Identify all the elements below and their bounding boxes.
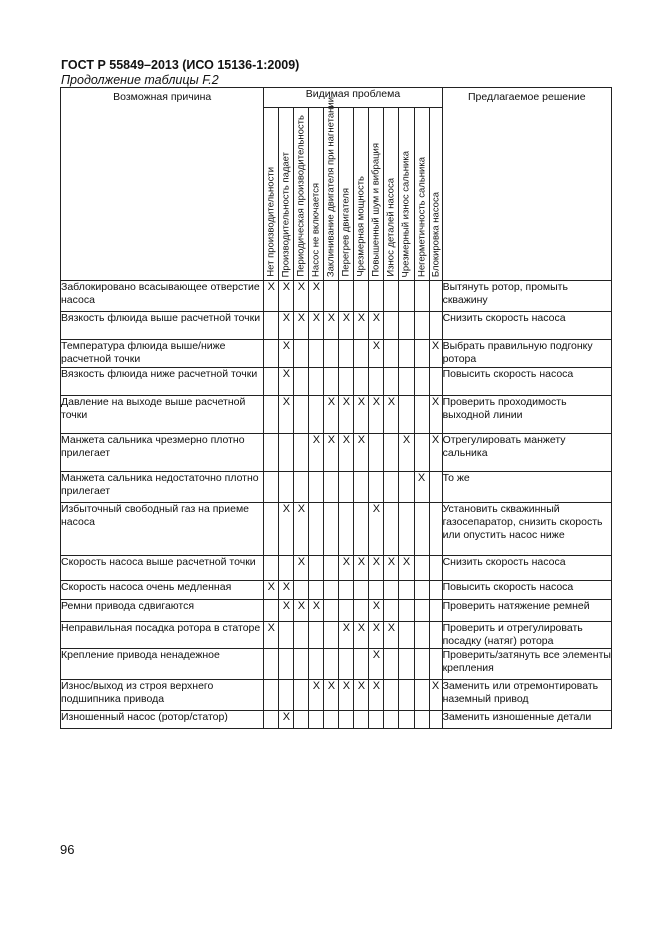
problem-mark-cell: [399, 581, 414, 600]
problem-mark-cell: X: [399, 556, 414, 581]
problem-mark-cell: X: [369, 600, 384, 622]
problem-mark-cell: X: [309, 680, 324, 711]
problem-mark-cell: X: [309, 434, 324, 472]
problem-mark-cell: X: [324, 312, 339, 340]
problem-mark-cell: X: [279, 581, 294, 600]
cause-cell: Износ/выход из строя верхнего подшипника привода: [61, 680, 264, 711]
solution-cell: Проверить/затянуть все элементы крепления: [442, 649, 611, 680]
problem-mark-cell: X: [294, 503, 309, 556]
problem-mark-cell: X: [324, 396, 339, 434]
solution-cell: Проверить и отрегулировать посадку (натяг) ротора: [442, 622, 611, 649]
problem-mark-cell: [324, 649, 339, 680]
problem-mark-cell: X: [384, 396, 399, 434]
problem-mark-cell: [339, 503, 354, 556]
table-row: [61, 281, 612, 312]
problem-mark-cell: [309, 622, 324, 649]
problem-mark-cell: [369, 434, 384, 472]
problem-mark-cell: X: [324, 434, 339, 472]
problem-mark-cell: [399, 472, 414, 503]
problem-mark-cell: [384, 711, 399, 729]
problem-header: [264, 108, 279, 281]
problem-mark-cell: X: [354, 556, 369, 581]
problem-header-label: Нет производительности: [265, 167, 277, 277]
header-solution: Предлагаемое решение: [442, 88, 611, 281]
table-continuation-caption: Продолжение таблицы F.2: [61, 73, 219, 87]
problem-mark-cell: [339, 600, 354, 622]
problem-mark-cell: X: [339, 556, 354, 581]
problem-mark-cell: [294, 472, 309, 503]
problem-header: [354, 108, 369, 281]
problem-mark-cell: X: [399, 434, 414, 472]
solution-cell: Повысить скорость насоса: [442, 368, 611, 396]
problem-mark-cell: [414, 503, 429, 556]
problem-mark-cell: [429, 711, 442, 729]
problem-mark-cell: X: [294, 281, 309, 312]
problem-mark-cell: [429, 622, 442, 649]
problem-mark-cell: X: [429, 434, 442, 472]
problem-mark-cell: [324, 472, 339, 503]
problem-mark-cell: [339, 711, 354, 729]
problem-mark-cell: [309, 503, 324, 556]
problem-mark-cell: [324, 711, 339, 729]
problem-mark-cell: [264, 600, 279, 622]
problem-mark-cell: X: [264, 622, 279, 649]
problem-mark-cell: X: [279, 711, 294, 729]
problem-mark-cell: [429, 600, 442, 622]
problem-mark-cell: [279, 680, 294, 711]
problem-header-label: Чрезмерный износ сальника: [400, 150, 412, 277]
problem-mark-cell: X: [384, 622, 399, 649]
cause-cell: Давление на выходе выше расчетной точки: [61, 396, 264, 434]
problem-mark-cell: [309, 472, 324, 503]
problem-mark-cell: X: [279, 396, 294, 434]
problem-header-label: Производительность падает: [280, 151, 292, 277]
problem-mark-cell: X: [279, 312, 294, 340]
cause-cell: Ремни привода сдвигаются: [61, 600, 264, 622]
problem-mark-cell: [399, 340, 414, 368]
problem-mark-cell: [354, 340, 369, 368]
problem-mark-cell: [294, 649, 309, 680]
solution-cell: Повысить скорость насоса: [442, 581, 611, 600]
problem-mark-cell: [429, 581, 442, 600]
problem-mark-cell: [324, 281, 339, 312]
problem-mark-cell: [429, 503, 442, 556]
problem-mark-cell: [264, 503, 279, 556]
problem-mark-cell: [309, 649, 324, 680]
problem-header: [429, 108, 442, 281]
problem-mark-cell: X: [294, 600, 309, 622]
problem-mark-cell: [414, 340, 429, 368]
problem-header: [399, 108, 414, 281]
problem-mark-cell: [264, 312, 279, 340]
problem-mark-cell: [294, 396, 309, 434]
problem-mark-cell: [384, 503, 399, 556]
problem-mark-cell: [369, 711, 384, 729]
problem-mark-cell: X: [264, 281, 279, 312]
problem-mark-cell: [354, 281, 369, 312]
problem-mark-cell: [324, 503, 339, 556]
problem-mark-cell: [324, 340, 339, 368]
table-row: [61, 711, 612, 729]
table-row: [61, 556, 612, 581]
problem-mark-cell: X: [309, 312, 324, 340]
problem-header: [414, 108, 429, 281]
problem-mark-cell: [384, 281, 399, 312]
problem-mark-cell: [384, 340, 399, 368]
problem-mark-cell: X: [294, 556, 309, 581]
problem-mark-cell: X: [294, 312, 309, 340]
problem-header-label: Насос не включается: [310, 183, 322, 277]
problem-mark-cell: [369, 368, 384, 396]
solution-cell: Проверить натяжение ремней: [442, 600, 611, 622]
problem-mark-cell: [399, 312, 414, 340]
problem-mark-cell: [309, 368, 324, 396]
table-row: [61, 600, 612, 622]
problem-mark-cell: [264, 434, 279, 472]
problem-mark-cell: [354, 472, 369, 503]
problem-header: [294, 108, 309, 281]
solution-cell: Снизить скорость насоса: [442, 556, 611, 581]
problem-mark-cell: [264, 680, 279, 711]
problem-mark-cell: [309, 396, 324, 434]
problem-header: [324, 96, 339, 281]
problem-mark-cell: X: [339, 680, 354, 711]
problem-mark-cell: [354, 581, 369, 600]
cause-cell: Изношенный насос (ротор/статор): [61, 711, 264, 729]
cause-cell: Вязкость флюида ниже расчетной точки: [61, 368, 264, 396]
problem-mark-cell: X: [324, 680, 339, 711]
problem-mark-cell: [264, 396, 279, 434]
problem-mark-cell: [414, 680, 429, 711]
problem-mark-cell: X: [369, 396, 384, 434]
table-row: [61, 649, 612, 680]
header-cause: Возможная причина: [61, 88, 264, 281]
problem-mark-cell: [339, 472, 354, 503]
cause-cell: Температура флюида выше/ниже расчетной точки: [61, 340, 264, 368]
problem-mark-cell: [309, 556, 324, 581]
problem-mark-cell: [399, 622, 414, 649]
table-row: [61, 368, 612, 396]
problem-mark-cell: [264, 649, 279, 680]
table-row: [61, 581, 612, 600]
problem-mark-cell: [279, 622, 294, 649]
problem-mark-cell: [339, 581, 354, 600]
problem-mark-cell: [414, 711, 429, 729]
problem-header-label: Чрезмерная мощность: [355, 176, 367, 277]
problem-mark-cell: [414, 396, 429, 434]
problem-mark-cell: [384, 581, 399, 600]
problem-mark-cell: X: [429, 340, 442, 368]
problem-mark-cell: [414, 312, 429, 340]
cause-cell: Манжета сальника недостаточно плотно прилегает: [61, 472, 264, 503]
table-row: [61, 622, 612, 649]
problem-mark-cell: [354, 711, 369, 729]
cause-cell: Заблокировано всасывающее отверстие насоса: [61, 281, 264, 312]
cause-cell: Крепление привода ненадежное: [61, 649, 264, 680]
cause-cell: Скорость насоса выше расчетной точки: [61, 556, 264, 581]
problem-mark-cell: [309, 711, 324, 729]
problem-mark-cell: [309, 581, 324, 600]
problem-mark-cell: [429, 556, 442, 581]
document-title: ГОСТ Р 55849–2013 (ИСО 15136-1:2009): [61, 58, 300, 72]
problem-mark-cell: [399, 503, 414, 556]
problem-mark-cell: [369, 281, 384, 312]
problem-mark-cell: X: [279, 368, 294, 396]
problem-header-label: Негерметичность сальника: [416, 156, 427, 277]
problem-mark-cell: [369, 581, 384, 600]
problem-mark-cell: [384, 649, 399, 680]
problem-mark-cell: X: [354, 680, 369, 711]
problem-mark-cell: [294, 581, 309, 600]
problem-mark-cell: X: [429, 396, 442, 434]
problem-mark-cell: [264, 556, 279, 581]
solution-cell: Заменить или отремонтировать наземный привод: [442, 680, 611, 711]
solution-cell: Проверить проходимость выходной линии: [442, 396, 611, 434]
problem-mark-cell: [354, 503, 369, 556]
problem-header-label: Заклинивание двигателя при нагнетании: [325, 96, 337, 277]
problem-mark-cell: [399, 368, 414, 396]
problem-mark-cell: X: [369, 503, 384, 556]
problem-mark-cell: [384, 600, 399, 622]
problem-mark-cell: [324, 622, 339, 649]
problem-mark-cell: [264, 368, 279, 396]
problem-mark-cell: X: [369, 340, 384, 368]
problem-mark-cell: [429, 312, 442, 340]
problem-mark-cell: [354, 368, 369, 396]
problem-mark-cell: [384, 680, 399, 711]
problem-header-label: Перегрев двигателя: [340, 188, 352, 277]
problem-mark-cell: [324, 600, 339, 622]
table-row: [61, 472, 612, 503]
solution-cell: Заменить изношенные детали: [442, 711, 611, 729]
table-row: [61, 312, 612, 340]
problem-mark-cell: [339, 649, 354, 680]
problem-mark-cell: [354, 649, 369, 680]
problem-mark-cell: [414, 581, 429, 600]
problem-mark-cell: [399, 649, 414, 680]
problem-mark-cell: [429, 368, 442, 396]
problem-header-label: Повышенный шум и вибрация: [370, 143, 382, 277]
problem-mark-cell: X: [369, 622, 384, 649]
problem-mark-cell: [324, 368, 339, 396]
problem-mark-cell: [339, 368, 354, 396]
table-row: [61, 340, 612, 368]
problem-mark-cell: X: [414, 472, 429, 503]
solution-cell: Выбрать правильную подгонку ротора: [442, 340, 611, 368]
solution-cell: Установить скважинный газосепаратор, снизить скорость или опустить насос ниже: [442, 503, 611, 556]
problem-mark-cell: [279, 556, 294, 581]
problem-mark-cell: [324, 556, 339, 581]
problem-header: [339, 108, 354, 281]
problem-mark-cell: [414, 622, 429, 649]
cause-cell: Вязкость флюида выше расчетной точки: [61, 312, 264, 340]
problem-mark-cell: X: [279, 503, 294, 556]
solution-cell: То же: [442, 472, 611, 503]
problem-mark-cell: X: [279, 340, 294, 368]
solution-cell: Отрегулировать манжету сальника: [442, 434, 611, 472]
problem-mark-cell: X: [339, 312, 354, 340]
problem-header-label: Блокировка насоса: [430, 191, 442, 277]
problem-mark-cell: X: [279, 281, 294, 312]
problem-header: [309, 108, 324, 281]
problem-mark-cell: [384, 368, 399, 396]
problem-mark-cell: X: [354, 312, 369, 340]
solution-cell: Вытянуть ротор, промыть скважину: [442, 281, 611, 312]
table-row: [61, 503, 612, 556]
problem-mark-cell: [414, 434, 429, 472]
problem-mark-cell: [279, 472, 294, 503]
problem-mark-cell: X: [354, 396, 369, 434]
problem-mark-cell: X: [339, 396, 354, 434]
page-number: 96: [60, 842, 75, 857]
problem-mark-cell: [279, 434, 294, 472]
problem-mark-cell: [414, 281, 429, 312]
problem-mark-cell: X: [384, 556, 399, 581]
cause-cell: Манжета сальника чрезмерно плотно прилегает: [61, 434, 264, 472]
cause-cell: Скорость насоса очень медленная: [61, 581, 264, 600]
problem-mark-cell: [414, 556, 429, 581]
problem-mark-cell: X: [309, 600, 324, 622]
problem-mark-cell: X: [279, 600, 294, 622]
troubleshooting-table: [60, 87, 612, 729]
solution-cell: Снизить скорость насоса: [442, 312, 611, 340]
problem-mark-cell: X: [429, 680, 442, 711]
problem-mark-cell: [399, 600, 414, 622]
problem-mark-cell: [414, 649, 429, 680]
problem-mark-cell: X: [369, 680, 384, 711]
problem-mark-cell: [414, 600, 429, 622]
problem-mark-cell: [414, 368, 429, 396]
problem-header-label: Периодическая производительность: [295, 115, 307, 277]
problem-mark-cell: [294, 340, 309, 368]
problem-mark-cell: [399, 711, 414, 729]
problem-mark-cell: [399, 680, 414, 711]
problem-mark-cell: [384, 434, 399, 472]
problem-mark-cell: [339, 340, 354, 368]
problem-mark-cell: [294, 368, 309, 396]
problem-mark-cell: X: [354, 434, 369, 472]
problem-mark-cell: [264, 711, 279, 729]
problem-mark-cell: [264, 340, 279, 368]
problem-mark-cell: [279, 649, 294, 680]
problem-header: [384, 108, 399, 281]
problem-mark-cell: X: [339, 434, 354, 472]
cause-cell: Избыточный свободный газ на приеме насоса: [61, 503, 264, 556]
problem-mark-cell: [264, 472, 279, 503]
problem-mark-cell: [294, 680, 309, 711]
problem-header: [369, 108, 384, 281]
problem-mark-cell: X: [264, 581, 279, 600]
problem-mark-cell: [399, 396, 414, 434]
problem-mark-cell: [384, 312, 399, 340]
problem-mark-cell: X: [369, 312, 384, 340]
problem-mark-cell: X: [309, 281, 324, 312]
problem-mark-cell: [339, 281, 354, 312]
problem-mark-cell: [294, 622, 309, 649]
problem-header: [279, 108, 294, 281]
problem-mark-cell: [384, 472, 399, 503]
problem-header-label: Износ деталей насоса: [385, 178, 397, 277]
problem-mark-cell: [294, 434, 309, 472]
table-row: [61, 396, 612, 434]
table-row: [61, 680, 612, 711]
problem-mark-cell: [429, 472, 442, 503]
cause-cell: Неправильная посадка ротора в статоре: [61, 622, 264, 649]
header-visible-problem: Видимая проблема: [264, 88, 442, 108]
problem-mark-cell: X: [369, 556, 384, 581]
problem-mark-cell: X: [369, 649, 384, 680]
problem-mark-cell: X: [339, 622, 354, 649]
problem-mark-cell: [399, 281, 414, 312]
problem-mark-cell: X: [354, 622, 369, 649]
problem-mark-cell: [324, 581, 339, 600]
problem-mark-cell: [294, 711, 309, 729]
problem-mark-cell: [429, 281, 442, 312]
problem-mark-cell: [354, 600, 369, 622]
table-row: [61, 434, 612, 472]
problem-mark-cell: [309, 340, 324, 368]
problem-mark-cell: [429, 649, 442, 680]
problem-mark-cell: [369, 472, 384, 503]
